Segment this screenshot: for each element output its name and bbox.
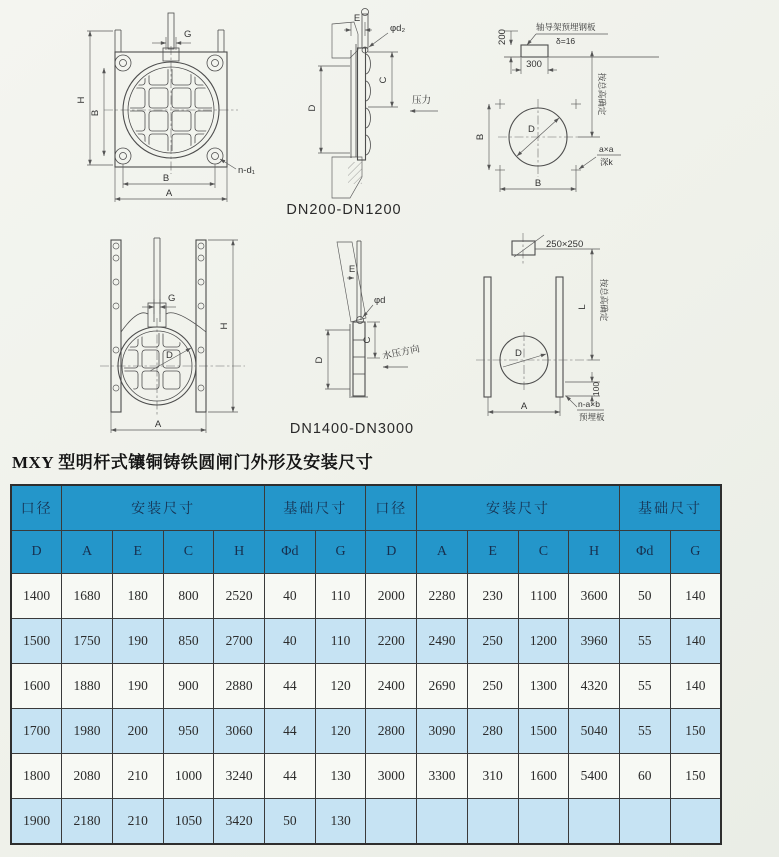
table-cell: 40 — [265, 619, 316, 664]
by-total-height-label: 按总高确定 — [597, 72, 607, 116]
dim-label-h-large: H — [219, 322, 230, 330]
table-cell: 60 — [619, 754, 670, 799]
table-cell: 44 — [265, 709, 316, 754]
column-header: D — [366, 531, 417, 574]
water-direction-label: 水压方向 — [381, 343, 421, 363]
table-cell: 4320 — [569, 664, 620, 709]
column-header: G — [670, 531, 721, 574]
table-cell: 55 — [619, 619, 670, 664]
dim-label-c-large: C — [362, 336, 373, 344]
table-cell: 1500 — [11, 619, 62, 664]
table-row — [11, 574, 721, 619]
table-cell: 150 — [670, 709, 721, 754]
table-row — [11, 709, 721, 754]
table-cell: 1980 — [62, 709, 113, 754]
table-cell: 1000 — [163, 754, 214, 799]
rail-bolts — [113, 243, 204, 391]
group-header-install: 安装尺寸 — [62, 485, 265, 531]
table-cell — [417, 799, 468, 845]
table-cell: 800 — [163, 574, 214, 619]
dim-label-b-horiz: B — [162, 173, 170, 184]
table-row — [11, 754, 721, 799]
table-cell: 1600 — [11, 664, 62, 709]
table-cell: 850 — [163, 619, 214, 664]
table-cell: 2880 — [214, 664, 265, 709]
table-cell: 3000 — [366, 754, 417, 799]
table-cell — [467, 799, 518, 845]
caption-dn1400-dn3000: DN1400-DN3000 — [289, 421, 415, 437]
column-header-row — [11, 531, 721, 574]
table-cell: 1680 — [62, 574, 113, 619]
column-header: E — [112, 531, 163, 574]
table-cell: 50 — [619, 574, 670, 619]
dim-label-h: H — [76, 96, 87, 104]
table-cell: 140 — [670, 664, 721, 709]
dim-label-b-vert: B — [90, 109, 101, 117]
table-cell: 2490 — [417, 619, 468, 664]
caption-dn200-dn1200: DN200-DN1200 — [286, 202, 402, 218]
dim-label-300: 300 — [526, 59, 542, 70]
drawing-embedded-parts-small — [475, 22, 659, 192]
table-cell: 1750 — [62, 619, 113, 664]
table-cell: 900 — [163, 664, 214, 709]
table-cell: 3240 — [214, 754, 265, 799]
axa-label: a×a — [599, 144, 614, 154]
table-row — [11, 664, 721, 709]
dim-label-a: A — [165, 188, 173, 199]
table-cell: 55 — [619, 664, 670, 709]
table-cell: 3420 — [214, 799, 265, 845]
dim-label-d2: D — [528, 124, 535, 135]
table-cell: 2800 — [366, 709, 417, 754]
dim-label-d: D — [307, 104, 318, 112]
dim-label-b-plate-horiz: B — [534, 178, 542, 189]
table-cell: 130 — [315, 799, 366, 845]
table-cell — [518, 799, 569, 845]
table-cell: 2180 — [62, 799, 113, 845]
table-cell: 110 — [315, 574, 366, 619]
table-cell: 2400 — [366, 664, 417, 709]
table-cell: 2690 — [417, 664, 468, 709]
column-header: H — [569, 531, 620, 574]
depth-k-label: 深k — [600, 157, 613, 167]
dim-label-phi-d2: φd₂ — [390, 23, 406, 34]
n-axb-label: n-a×b — [578, 399, 600, 409]
table-cell: 1800 — [11, 754, 62, 799]
table-cell: 250 — [467, 619, 518, 664]
column-header: G — [315, 531, 366, 574]
dim-label-c: C — [378, 76, 389, 84]
table-cell: 1880 — [62, 664, 113, 709]
table-cell: 2280 — [417, 574, 468, 619]
table-cell: 190 — [112, 664, 163, 709]
table-cell: 3600 — [569, 574, 620, 619]
group-header-diameter: 口径 — [11, 485, 62, 531]
by-total-height-label-2: 按总高确定 — [599, 278, 609, 322]
table-cell: 50 — [265, 799, 316, 845]
table-cell: 140 — [670, 619, 721, 664]
table-cell: 120 — [315, 664, 366, 709]
table-cell: 5040 — [569, 709, 620, 754]
table-cell — [670, 799, 721, 845]
dim-label-b-plate-vert: B — [475, 133, 486, 141]
drawing-gate-section-small — [286, 9, 438, 219]
dim-label-100: 100 — [591, 381, 601, 397]
table-cell: 120 — [315, 709, 366, 754]
drawing-gate-section-large — [290, 241, 421, 437]
table-cell: 55 — [619, 709, 670, 754]
group-header-foundation: 基础尺寸 — [265, 485, 366, 531]
table-cell: 200 — [112, 709, 163, 754]
column-header: H — [214, 531, 265, 574]
table-cell: 40 — [265, 574, 316, 619]
table-cell: 3060 — [214, 709, 265, 754]
table-cell: 1700 — [11, 709, 62, 754]
table-row — [11, 799, 721, 845]
dim-label-a-large: A — [154, 419, 162, 430]
dim-label-d-large: D — [166, 350, 173, 361]
drawing-embedded-parts-large — [476, 233, 609, 422]
table-cell: 190 — [112, 619, 163, 664]
table-cell: 1050 — [163, 799, 214, 845]
table-body — [11, 574, 721, 845]
embedded-plate-label: 预埋板 — [579, 412, 605, 422]
table-cell: 3960 — [569, 619, 620, 664]
column-header: C — [518, 531, 569, 574]
page-title: MXY 型明杆式镶铜铸铁圆闸门外形及安装尺寸 — [12, 453, 374, 472]
table-cell — [619, 799, 670, 845]
group-header-foundation-2: 基础尺寸 — [619, 485, 721, 531]
dim-label-a-embed: A — [520, 401, 528, 412]
column-header: A — [417, 531, 468, 574]
table-cell: 180 — [112, 574, 163, 619]
group-header-diameter-2: 口径 — [366, 485, 417, 531]
column-header: C — [163, 531, 214, 574]
column-header: Φd — [265, 531, 316, 574]
table-cell: 150 — [670, 754, 721, 799]
column-header: A — [62, 531, 113, 574]
table-cell: 310 — [467, 754, 518, 799]
table-cell: 5400 — [569, 754, 620, 799]
table-cell — [569, 799, 620, 845]
table-cell: 1600 — [518, 754, 569, 799]
table-cell: 1900 — [11, 799, 62, 845]
table-cell: 140 — [670, 574, 721, 619]
table-cell: 1100 — [518, 574, 569, 619]
table-cell: 44 — [265, 664, 316, 709]
pressure-label: 压力 — [412, 95, 432, 106]
table-cell: 280 — [467, 709, 518, 754]
table-cell: 2080 — [62, 754, 113, 799]
delta-label: δ=16 — [556, 36, 576, 46]
plate-note-label: 轴导架预埋钢板 — [536, 22, 596, 32]
table-cell: 210 — [112, 799, 163, 845]
dim-label-n-d1: n-d₁ — [238, 165, 255, 176]
table-cell: 3090 — [417, 709, 468, 754]
table-cell: 230 — [467, 574, 518, 619]
table-cell: 3300 — [417, 754, 468, 799]
table-cell: 1300 — [518, 664, 569, 709]
table-cell: 1500 — [518, 709, 569, 754]
dim-label-e: E — [353, 13, 361, 24]
table-cell — [366, 799, 417, 845]
dim-label-200: 200 — [497, 29, 508, 45]
table-cell: 2520 — [214, 574, 265, 619]
table-cell: 2700 — [214, 619, 265, 664]
dim-label-g-large: G — [168, 293, 176, 304]
dim-label-g: G — [184, 29, 192, 40]
dim-label-phi-d: φd — [374, 295, 386, 306]
group-header-row — [11, 485, 721, 531]
table-cell: 1200 — [518, 619, 569, 664]
table-cell: 250 — [467, 664, 518, 709]
table-cell: 1400 — [11, 574, 62, 619]
table-cell: 950 — [163, 709, 214, 754]
table-cell: 110 — [315, 619, 366, 664]
table-cell: 130 — [315, 754, 366, 799]
column-header: D — [11, 531, 62, 574]
table-cell: 210 — [112, 754, 163, 799]
dim-label-d-embed: D — [515, 348, 522, 359]
column-header: Φd — [619, 531, 670, 574]
dim-label-250: 250×250 — [546, 239, 584, 250]
table-cell: 2200 — [366, 619, 417, 664]
dimensions-table — [10, 484, 722, 845]
table-row — [11, 619, 721, 664]
group-header-install-2: 安装尺寸 — [417, 485, 620, 531]
dim-label-d-section-large: D — [314, 356, 325, 364]
dim-label-l: L — [577, 304, 588, 310]
drawing-gate-front-view-small — [76, 13, 255, 202]
table-cell: 2000 — [366, 574, 417, 619]
dim-label-e-large: E — [348, 264, 356, 275]
column-header: E — [467, 531, 518, 574]
drawing-gate-front-view-large — [100, 238, 245, 433]
table-cell: 44 — [265, 754, 316, 799]
